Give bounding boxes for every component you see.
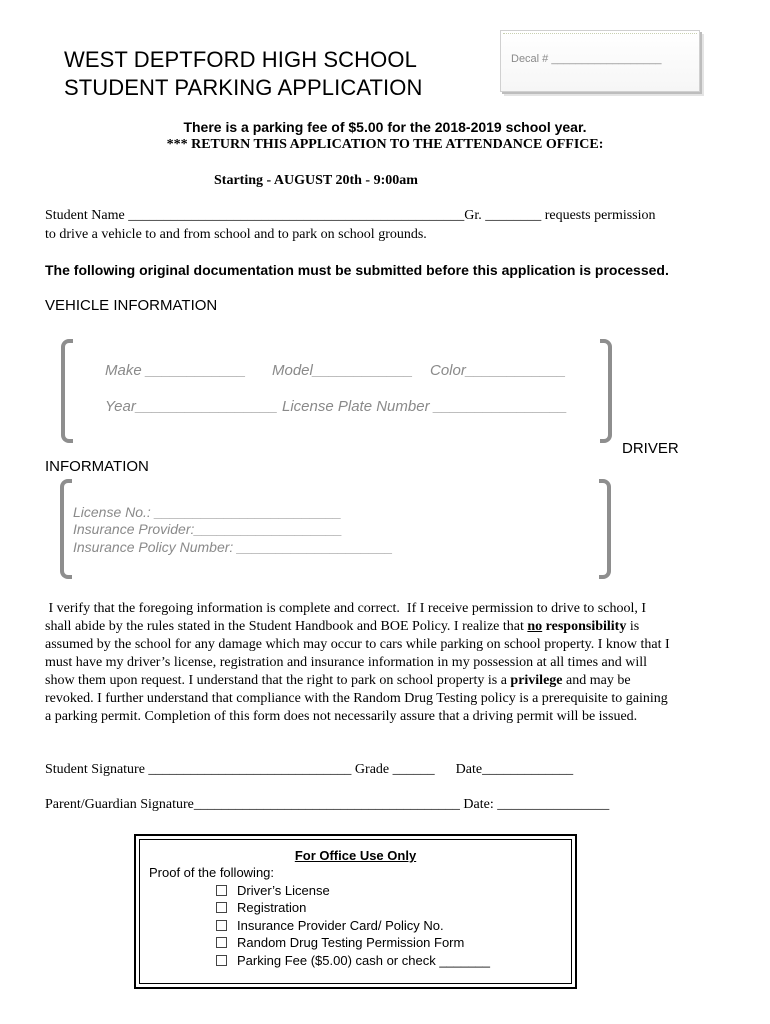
verify-line: must have my driver’s license, registration and insurance information in my possession at all times and will [45, 655, 648, 670]
checklist-label: Insurance Provider Card/ Policy No. [237, 917, 444, 933]
checklist-label: Driver’s License [237, 883, 330, 898]
verify-line: assumed by the school for any damage which may occur to cars while parking on school property. I know that I [45, 637, 670, 652]
verify-line [45, 672, 735, 690]
decal-number-field[interactable]: Decal # __________________ [511, 53, 662, 65]
insurance-policy-field[interactable]: Insurance Policy Number: ____________________ [73, 539, 393, 555]
checkbox-icon[interactable] [216, 920, 227, 931]
verify-emphasis-responsibility: responsibility [542, 619, 627, 634]
verify-emphasis-no: no [527, 619, 543, 634]
decal-box [500, 30, 700, 92]
student-name-line[interactable]: Student Name ________________________________________________Gr. ________ requests permission [45, 208, 656, 223]
checklist-item [216, 917, 490, 934]
verify-text: and may be [562, 673, 631, 688]
documentation-notice: The following original documentation must be submitted before this application is processed. [45, 262, 669, 278]
checklist-item [216, 952, 490, 969]
vehicle-info-heading: VEHICLE INFORMATION [45, 297, 218, 314]
driver-info-heading-part2: INFORMATION [45, 458, 149, 475]
verify-line: I verify that the foregoing information is complete and correct. If I receive permission to drive to school, I [45, 601, 647, 616]
driver-info-heading-part1: DRIVER [622, 440, 679, 457]
vehicle-make-field[interactable]: Make ____________ [105, 362, 246, 379]
vehicle-bracket-right [600, 339, 612, 443]
start-date-notice: Starting - AUGUST 20th - 9:00am [214, 173, 418, 188]
office-use-inner-border [139, 839, 572, 984]
vehicle-model-field[interactable]: Model____________ [272, 362, 413, 379]
page-title [64, 46, 422, 102]
office-proof-label: Proof of the following: [149, 865, 275, 880]
title-line-school: WEST DEPTFORD HIGH SCHOOL [64, 47, 417, 72]
driver-bracket-left [60, 479, 72, 579]
office-use-title: For Office Use Only [294, 848, 417, 863]
verification-paragraph [45, 600, 735, 726]
verify-line: a parking permit. Completion of this form does not necessarily assure that a driving permit will be issued. [45, 709, 638, 724]
checkbox-icon[interactable] [216, 885, 227, 896]
checkbox-icon[interactable] [216, 937, 227, 948]
verify-text: is [626, 619, 640, 634]
office-use-box [134, 834, 577, 989]
office-checklist [216, 882, 490, 969]
vehicle-bracket-left [61, 339, 73, 443]
checklist-item [216, 882, 490, 899]
fee-notice: There is a parking fee of $5.00 for the 2018-2019 school year. [183, 119, 587, 135]
checkbox-icon[interactable] [216, 902, 227, 913]
student-signature-line[interactable]: Student Signature _____________________________ Grade ______ Date_____________ [45, 762, 574, 777]
verify-line [45, 618, 735, 636]
checklist-label: Parking Fee ($5.00) cash or check _______ [237, 952, 490, 968]
verify-line: revoked. I further understand that compliance with the Random Drug Testing policy is a prerequisite to gaining [45, 691, 668, 706]
verify-emphasis-privilege: privilege [510, 673, 563, 688]
parent-signature-line[interactable]: Parent/Guardian Signature______________________________________ Date: ________________ [45, 797, 610, 812]
return-notice: *** RETURN THIS APPLICATION TO THE ATTENDANCE OFFICE: [166, 137, 604, 152]
checklist-label: Registration [237, 900, 307, 916]
verify-text: shall abide by the rules stated in the Student Handbook and BOE Policy. I realize that [45, 619, 528, 634]
checklist-item [216, 899, 490, 916]
student-permission-text: to drive a vehicle to and from school and to park on school grounds. [45, 227, 427, 242]
title-line-application: STUDENT PARKING APPLICATION [64, 75, 423, 100]
vehicle-year-field[interactable]: Year_________________ [105, 398, 278, 415]
checklist-label: Random Drug Testing Permission Form [237, 935, 465, 951]
driver-bracket-right [599, 479, 611, 579]
vehicle-color-field[interactable]: Color____________ [430, 362, 566, 379]
license-plate-field[interactable]: License Plate Number ________________ [282, 398, 568, 415]
license-number-field[interactable]: License No.: ________________________ [73, 504, 342, 520]
checklist-item [216, 934, 490, 951]
verify-text: show them upon request. I understand that the right to park on school property is a [45, 673, 511, 688]
insurance-provider-field[interactable]: Insurance Provider:___________________ [73, 521, 343, 537]
checkbox-icon[interactable] [216, 955, 227, 966]
